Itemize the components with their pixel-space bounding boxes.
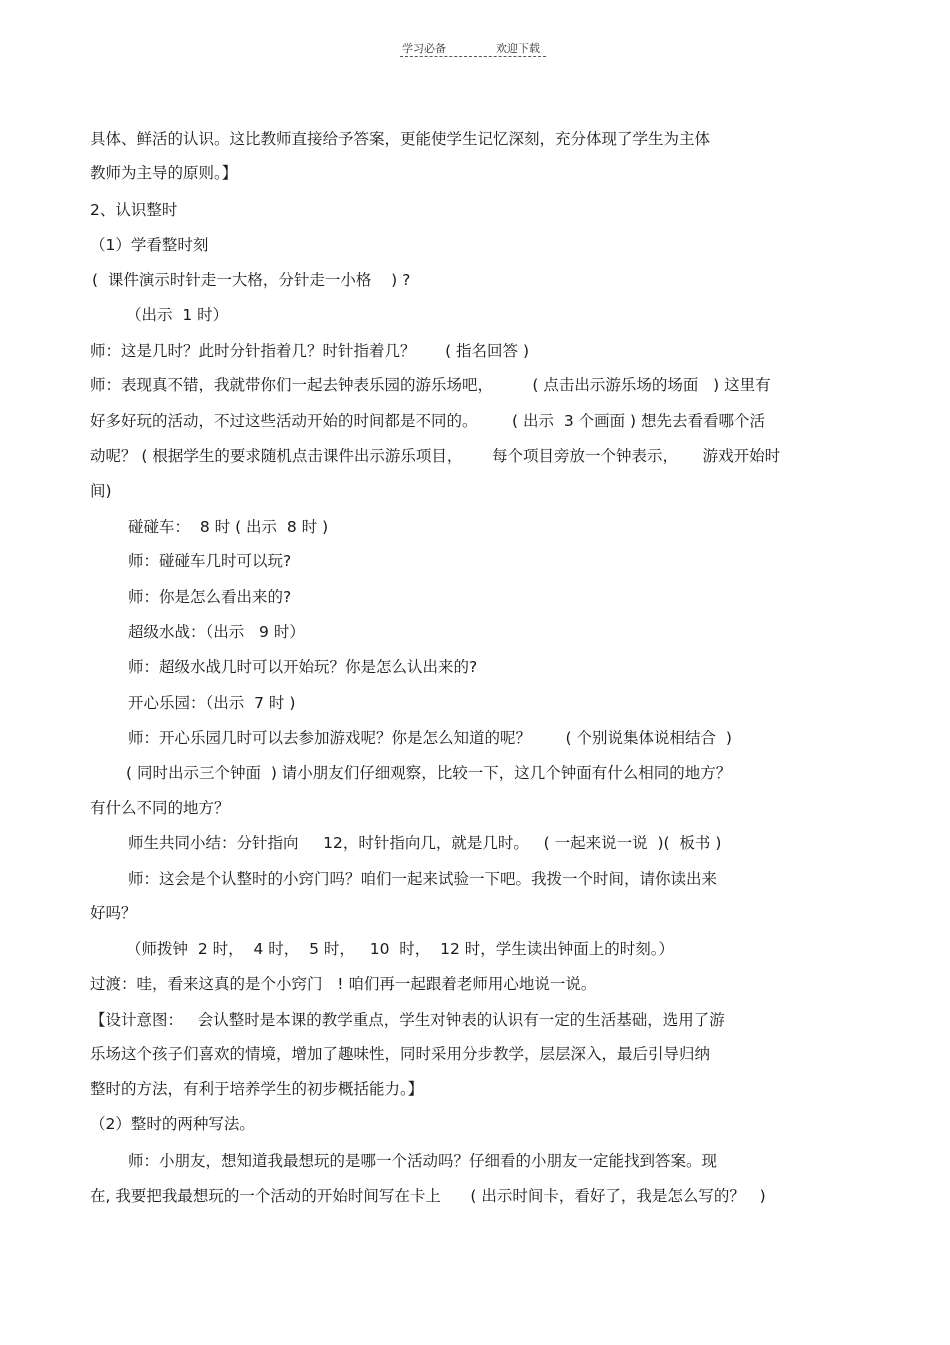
subsection-heading: （2）整时的两种写法。	[90, 1115, 255, 1133]
text-line: 动呢？ ( 根据学生的要求随机点击课件出示游乐项目， 每个项目旁放一个钟表示， 游戏开始时	[90, 447, 781, 465]
text-line: 师：这是几时？此时分针指着几？时针指着几？ ( 指名回答 )	[90, 342, 530, 360]
text-line: 在, 我要把我最想玩的一个活动的开始时间写在卡上 ( 出示时间卡，看好了，我是怎么写的？ )	[90, 1187, 766, 1205]
text-line: 超级水战：（出示 9 时）	[128, 623, 305, 641]
text-line: 师：开心乐园几时可以去参加游戏呢？你是怎么知道的呢？ ( 个别说集体说相结合 )	[128, 729, 732, 747]
subsection-heading: （1）学看整时刻	[90, 236, 209, 254]
text-line: 好多好玩的活动，不过这些活动开始的时间都是不同的。 ( 出示 3 个画面 ) 想先去看看哪个活	[90, 412, 766, 430]
section-heading: 2、认识整时	[90, 201, 178, 219]
text-line: 师生共同小结：分针指向 12，时针指向几，就是几时。 ( 一起来说一说 )( 板书 )	[128, 834, 722, 852]
text-line: 师：这会是个认整时的小窍门吗？咱们一起来试验一下吧。我拨一个时间，请你读出来	[128, 870, 718, 888]
text-line: 教师为主导的原则。】	[90, 164, 238, 182]
text-line: 开心乐园：（出示 7 时 )	[128, 694, 296, 712]
text-line: （师拨钟 2 时， 4 时， 5 时， 10 时， 12 时，学生读出钟面上的时刻。）	[126, 940, 675, 958]
text-line: 师：小朋友，想知道我最想玩的是哪一个活动吗？仔细看的小朋友一定能找到答案。现	[128, 1152, 718, 1170]
text-line: 乐场这个孩子们喜欢的情境，增加了趣味性，同时采用分步教学，层层深入，最后引导归纳	[90, 1045, 711, 1063]
text-line: ( 同时出示三个钟面 ) 请小朋友们仔细观察，比较一下，这几个钟面有什么相同的地方？	[126, 764, 732, 782]
header-right-text: 欢迎下载	[496, 42, 540, 55]
text-line: 【设计意图： 会认整时是本课的教学重点，学生对钟表的认识有一定的生活基础，选用了游	[90, 1011, 725, 1029]
text-line: 间)	[90, 482, 112, 500]
text-line: （出示 1 时）	[126, 306, 229, 324]
header-dashed-rule	[400, 56, 546, 57]
header-left-text: 学习必备	[402, 42, 446, 55]
text-line: 师：超级水战几时可以开始玩？你是怎么认出来的?	[128, 658, 478, 676]
text-line: 碰碰车： 8 时 ( 出示 8 时 )	[128, 518, 329, 536]
text-line: 师：碰碰车几时可以玩?	[128, 552, 292, 570]
page-header	[400, 40, 550, 58]
text-line: 好吗？	[90, 904, 137, 922]
text-line: 师：表现真不错，我就带你们一起去钟表乐园的游乐场吧， ( 点击出示游乐场的场面 ) 这里有	[90, 376, 771, 394]
text-line: 整时的方法，有利于培养学生的初步概括能力。】	[90, 1080, 424, 1098]
text-line: 有什么不同的地方？	[90, 799, 230, 817]
text-line: 师：你是怎么看出来的?	[128, 588, 292, 606]
text-line: 具体、鲜活的认识。这比教师直接给予答案，更能使学生记忆深刻，充分体现了学生为主体	[90, 130, 711, 148]
text-line: 过渡：哇，看来这真的是个小窍门 ! 咱们再一起跟着老师用心地说一说。	[90, 975, 597, 993]
text-line: ( 课件演示时针走一大格，分针走一小格 ) ?	[92, 271, 411, 289]
